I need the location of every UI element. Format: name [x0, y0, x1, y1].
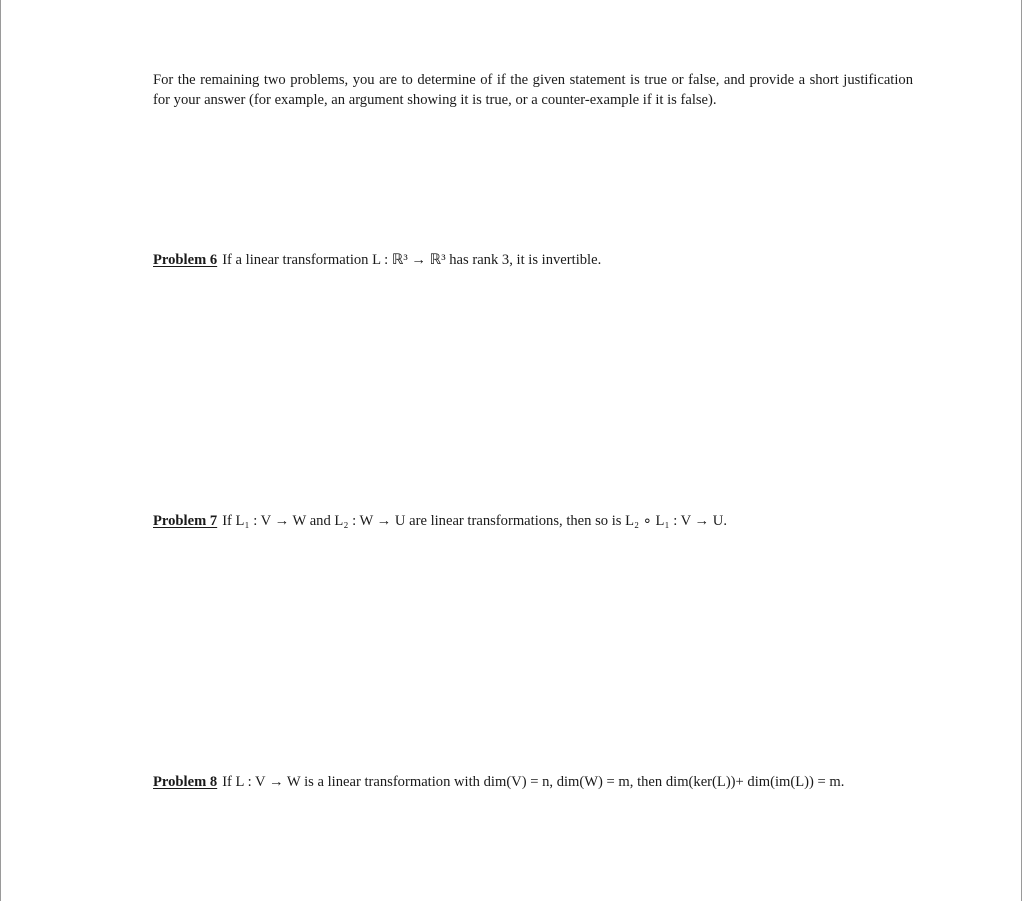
problem-6-statement: If a linear transformation L : ℝ³ → ℝ³ has rank 3, it is invertible.	[222, 252, 602, 268]
problem-8	[153, 772, 915, 793]
problem-8-label: Problem 8	[153, 774, 218, 790]
problem-8-statement: If L : V → W is a linear transformation with dim(V) = n, dim(W) = m, then dim(ker(L))+ dim(im(L)) = m.	[222, 774, 845, 790]
problem-7-label: Problem 7	[153, 513, 218, 529]
instructions-paragraph: For the remaining two problems, you are to determine of if the given statement is true or false, and provide a short justification for your answer (for example, an argument showing it is true, or a counter-example if it is false).	[153, 72, 913, 108]
problem-7-statement: If L₁ : V → W and L₂ : W → U are linear transformations, then so is L₂ ∘ L₁ : V → U.	[222, 513, 727, 529]
problem-6-label: Problem 6	[153, 252, 218, 268]
problem-7	[153, 511, 915, 532]
problem-6	[153, 250, 915, 271]
